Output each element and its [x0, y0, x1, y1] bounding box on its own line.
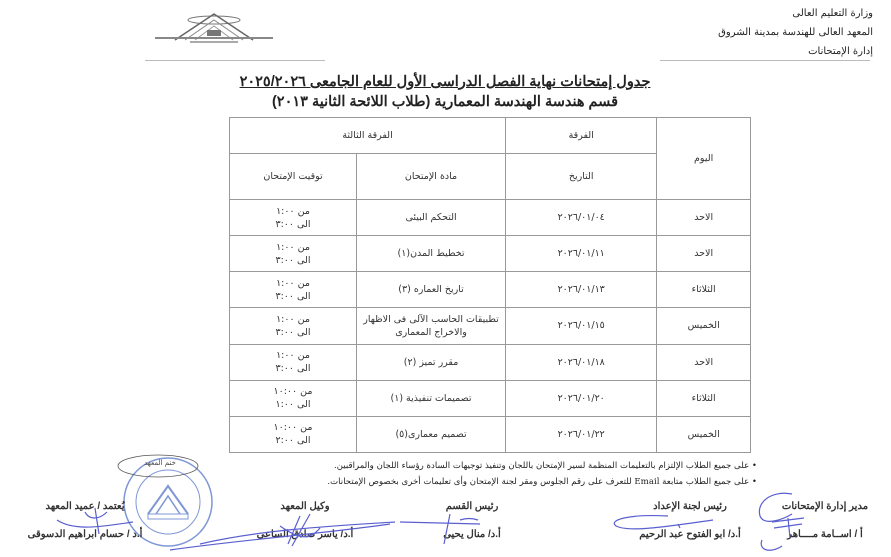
- time-from: من ١:٠٠: [276, 277, 310, 289]
- institute-logo: [155, 10, 273, 44]
- cell-time: [230, 416, 357, 452]
- time-from: من ١٠:٠٠: [273, 386, 313, 398]
- cell-day: الاحد: [657, 236, 751, 272]
- cell-subject: مقرر تميز (٢): [357, 344, 506, 380]
- header-level-value: الفرقة الثالثة: [230, 118, 506, 154]
- time-from: من ١:٠٠: [276, 241, 310, 253]
- header-subject: مادة الإمتحان: [357, 154, 506, 200]
- time-from: من ١:٠٠: [276, 350, 310, 362]
- signature-role: مدير إدارة الإمتحانات: [781, 501, 869, 512]
- time-from: من ١:٠٠: [276, 313, 310, 325]
- signature-mark: [400, 510, 490, 546]
- department-name: إدارة الإمتحانات: [808, 46, 873, 57]
- cell-date: ٢٠٢٦/٠١/١٨: [506, 344, 657, 380]
- cell-date: ٢٠٢٦/٠١/١٥: [506, 308, 657, 344]
- cell-date: ٢٠٢٦/٠١/٢٠: [506, 380, 657, 416]
- signature-role: رئيس القسم: [445, 501, 499, 512]
- table-row: [230, 344, 751, 380]
- cell-date: ٢٠٢٦/٠١/٠٤: [506, 200, 657, 236]
- signature-name: أ.د/ ياسر صادق الساعى: [256, 529, 354, 540]
- header-time: توقيت الإمتحان: [230, 154, 357, 200]
- ministry-name: وزارة التعليم العالى: [792, 8, 873, 19]
- signature-role: رئيس لجنة الإعداد: [653, 501, 727, 512]
- cell-day: الخميس: [657, 308, 751, 344]
- header-rule-right: [660, 60, 870, 61]
- signature-name: أ.د/ منال يحيى: [443, 529, 501, 540]
- table-row: [230, 272, 751, 308]
- header-date: التاريخ: [506, 154, 657, 200]
- student-notes: [237, 458, 757, 490]
- cell-day: الثلاثاء: [657, 272, 751, 308]
- cell-date: ٢٠٢٦/٠١/١٣: [506, 272, 657, 308]
- time-to: الى ٣:٠٠: [275, 218, 311, 230]
- table-row: [230, 200, 751, 236]
- cell-time: [230, 272, 357, 308]
- stamp-label: ختم المعهد: [144, 459, 176, 467]
- signature-mark: [55, 506, 135, 536]
- cell-subject: التحكم البيئى: [357, 200, 506, 236]
- cell-time: [230, 380, 357, 416]
- cell-day: الثلاثاء: [657, 380, 751, 416]
- cell-subject: تخطيط المدن(١): [357, 236, 506, 272]
- signature-role: وكيل المعهد: [280, 501, 330, 512]
- time-to: الى ١:٠٠: [275, 399, 311, 411]
- department-subtitle: قسم هندسة الهندسة المعمارية (طلاب اللائحة الثانية ٢٠١٣): [271, 94, 619, 110]
- exam-schedule-table: [229, 117, 751, 453]
- header-rule-left: [145, 60, 325, 61]
- header-level: الفرقة: [506, 118, 657, 154]
- cell-day: الخميس: [657, 416, 751, 452]
- time-to: الى ٣:٠٠: [275, 363, 311, 375]
- cell-time: [230, 344, 357, 380]
- document-title: [200, 72, 690, 112]
- cell-subject: تصميمات تنفيذية (١): [357, 380, 506, 416]
- cell-day: الاحد: [657, 200, 751, 236]
- institute-name: المعهد العالى للهندسة بمدينة الشروق: [718, 27, 873, 38]
- time-to: الى ٣:٠٠: [275, 290, 311, 302]
- cell-time: [230, 236, 357, 272]
- institution-header: [673, 4, 873, 61]
- signature-mark: [160, 510, 400, 555]
- table-row: [230, 416, 751, 452]
- table-row: [230, 380, 751, 416]
- cell-subject: تطبيقات الحاسب الآلى فى الاظهار والاخراج المعمارى: [357, 308, 506, 344]
- cell-time: [230, 308, 357, 344]
- cell-subject: تصميم معمارى(٥): [357, 416, 506, 452]
- signature-mark: [752, 490, 822, 556]
- signature-role: يُعتمد / عميد المعهد: [45, 501, 125, 512]
- signature-mark: [608, 512, 718, 532]
- header-day: اليوم: [657, 118, 751, 200]
- time-to: الى ٢:٠٠: [275, 435, 311, 447]
- cell-subject: تاريخ العماره (٣): [357, 272, 506, 308]
- cell-date: ٢٠٢٦/٠١/١١: [506, 236, 657, 272]
- signature-name: أ.د / حسام ابراهيم الدسوقى: [27, 529, 143, 540]
- time-to: الى ٣:٠٠: [275, 254, 311, 266]
- cell-day: الاحد: [657, 344, 751, 380]
- time-to: الى ٣:٠٠: [275, 326, 311, 338]
- signature-name: أ.د/ ابو الفتوح عبد الرحيم: [639, 529, 741, 540]
- table-row: [230, 308, 751, 344]
- cell-time: [230, 200, 357, 236]
- note-item: • على جميع الطلاب متابعة Email للتعرف على رقم الجلوس ومقر لجنة الإمتحان وأى تعليمات أخرى بخصوص الإمتحانات.: [327, 477, 757, 487]
- time-from: من ١:٠٠: [276, 205, 310, 217]
- cell-date: ٢٠٢٦/٠١/٢٢: [506, 416, 657, 452]
- time-from: من ١٠:٠٠: [273, 422, 313, 434]
- table-row: [230, 236, 751, 272]
- note-item: • على جميع الطلاب الإلتزام بالتعليمات المنظمة لسير الإمتحان باللجان وتنفيذ توجيهات السادة رؤساء اللجان والمراقبين.: [334, 461, 757, 471]
- exam-schedule-title: جدول إمتحانات نهاية الفصل الدراسى الأول للعام الجامعى ٢٠٢٥/٢٠٢٦: [239, 74, 651, 90]
- signature-name: أ / اســامة مــــاهر: [787, 529, 863, 540]
